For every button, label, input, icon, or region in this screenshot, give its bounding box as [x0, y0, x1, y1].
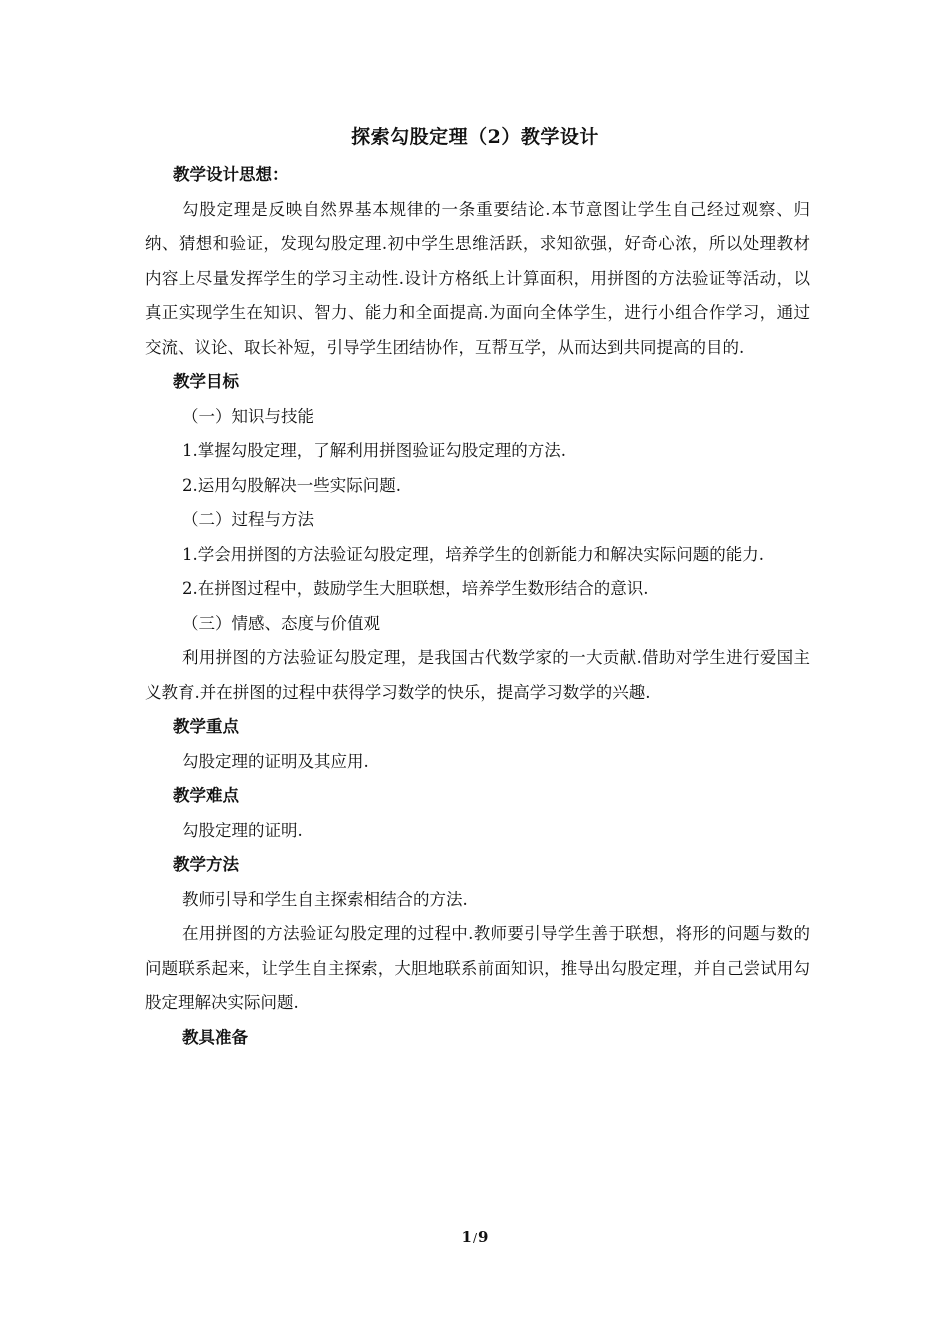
page-separator: /	[472, 1231, 478, 1245]
subheading-knowledge-skills: （一）知识与技能	[182, 406, 314, 426]
document-body	[145, 158, 810, 1055]
section-heading-difficulties: 教学难点	[173, 786, 239, 805]
paragraph-methods-2: 在用拼图的方法验证勾股定理的过程中.教师要引导学生善于联想，将形的问题与数的问题联系起来，让学生自主探索，大胆地联系前面知识，推导出勾股定理，并自己尝试用勾股定理解决实际问题.	[145, 924, 810, 1012]
section-heading-design-idea: 教学设计思想：	[173, 165, 289, 184]
paragraph-key-points: 勾股定理的证明及其应用.	[182, 751, 369, 771]
paragraph-methods-1: 教师引导和学生自主探索相结合的方法.	[182, 889, 468, 909]
subheading-emotion-values: （三）情感、态度与价值观	[182, 613, 380, 633]
current-page-number: 1	[461, 1228, 472, 1246]
subheading-process-method: （二）过程与方法	[182, 510, 314, 529]
paragraph-difficulties: 勾股定理的证明.	[182, 820, 303, 840]
document-title: 探索勾股定理（2）教学设计	[351, 126, 599, 148]
paragraph-objective-1: 1.掌握勾股定理，了解利用拼图验证勾股定理的方法.	[182, 441, 566, 460]
paragraph-objective-2: 2.运用勾股解决一些实际问题.	[182, 475, 401, 495]
page-number	[0, 1228, 950, 1246]
section-heading-key-points: 教学重点	[173, 717, 239, 736]
section-heading-methods: 教学方法	[173, 855, 239, 874]
paragraph-emotion-values: 利用拼图的方法验证勾股定理，是我国古代数学家的一大贡献.借助对学生进行爱国主义教育.并在拼图的过程中获得学习数学的快乐，提高学习数学的兴趣.	[145, 648, 810, 702]
total-pages-number: 9	[478, 1228, 489, 1246]
section-heading-teaching-aids: 教具准备	[182, 1027, 248, 1047]
section-heading-objectives: 教学目标	[173, 372, 239, 391]
paragraph-process-1: 1.学会用拼图的方法验证勾股定理，培养学生的创新能力和解决实际问题的能力.	[182, 544, 764, 564]
paragraph-design-idea: 勾股定理是反映自然界基本规律的一条重要结论.本节意图让学生自己经过观察、归纳、猜想和验证，发现勾股定理.初中学生思维活跃，求知欲强，好奇心浓，所以处理教材内容上尽量发挥学生的学习主动性.设计方格纸上计算面积，用拼图的方法验证等活动，以真正实现学生在知识、智力、能力和全面提高.为面向全体学生，进行小组合作学习，通过交流、议论、取长补短，引导学生团结协作，互帮互学，从而达到共同提高的目的.	[145, 199, 810, 357]
paragraph-process-2: 2.在拼图过程中，鼓励学生大胆联想，培养学生数形结合的意识.	[182, 579, 649, 598]
